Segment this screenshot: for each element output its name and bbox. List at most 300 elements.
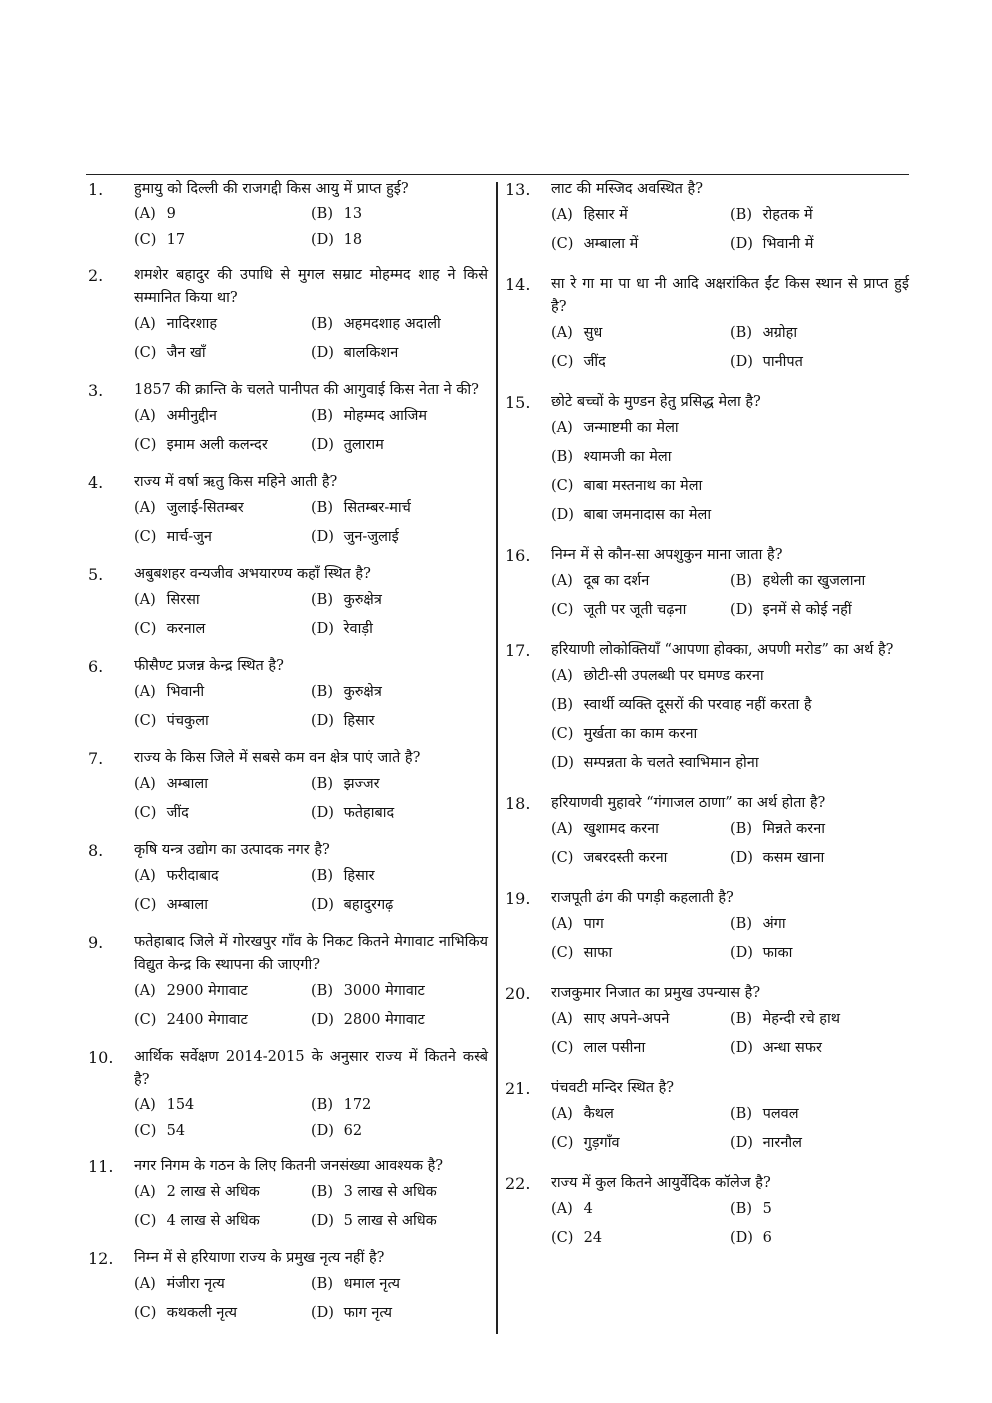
option-text: अन्धा सफर (762, 1040, 822, 1056)
option-label: (A) (551, 207, 573, 223)
option-label: (D) (730, 354, 753, 370)
options (551, 1100, 909, 1158)
option-a (134, 770, 311, 799)
option-a (134, 402, 311, 431)
question-16 (505, 544, 909, 625)
option-label: (A) (134, 408, 156, 424)
option-label: (A) (134, 500, 156, 516)
option-b (311, 310, 488, 339)
option-label: (D) (311, 232, 334, 248)
question-number: 8. (88, 841, 104, 860)
question-text: हरियाणवी मुहावरे “गंगाजल ठाणा” का अर्थ होता है? (551, 795, 826, 811)
question-header (505, 639, 909, 662)
option-c (551, 844, 730, 873)
option-label: (C) (551, 1040, 574, 1056)
option-label: (A) (134, 983, 156, 999)
options (134, 1092, 488, 1144)
option-text: 18 (343, 232, 363, 248)
option-text: 2 लाख से अधिक (166, 1184, 260, 1200)
option-text: जींद (166, 805, 189, 821)
option-text: मार्च-जुन (166, 529, 212, 545)
option-text: जैन खाँ (166, 345, 206, 361)
option-text: अंगा (762, 916, 786, 932)
question-14 (505, 273, 909, 377)
option-label: (D) (311, 529, 334, 545)
option-text: हिसार (343, 713, 375, 729)
option-c (134, 1006, 311, 1035)
options (134, 770, 488, 828)
option-label: (A) (134, 316, 156, 332)
option-d (730, 1129, 909, 1158)
option-b (730, 815, 909, 844)
column-divider (496, 182, 498, 1334)
option-b (311, 402, 488, 431)
option-text: लाल पसीना (583, 1040, 646, 1056)
option-a (134, 586, 311, 615)
option-label: (D) (551, 755, 574, 771)
option-text: गुड़गाँव (583, 1135, 620, 1151)
option-text: हथेली का खुजलाना (762, 573, 866, 589)
option-text: 154 (166, 1097, 195, 1113)
question-number: 9. (88, 933, 104, 952)
option-d (311, 799, 488, 828)
question-text: राजकुमार निजात का प्रमुख उपन्यास है? (551, 985, 761, 1001)
option-label: (D) (730, 850, 753, 866)
option-text: 62 (343, 1123, 363, 1139)
option-c (134, 523, 311, 552)
option-label: (B) (311, 592, 333, 608)
question-header (88, 1155, 488, 1178)
option-c (551, 348, 730, 377)
option-c (134, 615, 311, 644)
option-text: फाका (762, 945, 793, 961)
option-text: 24 (583, 1230, 603, 1246)
option-d (311, 707, 488, 736)
option-label: (B) (551, 697, 573, 713)
option-label: (D) (311, 1213, 334, 1229)
option-a (134, 977, 311, 1006)
question-number: 22. (505, 1174, 531, 1193)
question-header (505, 391, 909, 414)
option-b (730, 1005, 909, 1034)
option-label: (D) (311, 1012, 334, 1028)
option-label: (C) (134, 1305, 157, 1321)
option-label: (B) (311, 1184, 333, 1200)
option-label: (B) (730, 325, 752, 341)
question-5 (88, 563, 488, 644)
option-label: (D) (730, 1135, 753, 1151)
question-header (505, 1172, 909, 1195)
option-text: बहादुरगढ़ (343, 897, 394, 913)
option-text: 6 (762, 1230, 772, 1246)
option-text: रोहतक में (762, 207, 813, 223)
option-text: भिवानी (166, 684, 205, 700)
option-a (551, 414, 909, 443)
question-header (505, 887, 909, 910)
option-label: (A) (134, 592, 156, 608)
option-a (134, 862, 311, 891)
option-text: 2400 मेगावाट (166, 1012, 248, 1028)
question-number: 18. (505, 794, 531, 813)
option-b (311, 201, 488, 227)
question-3 (88, 379, 488, 460)
question-text: अबुबशहर वन्यजीव अभयारण्य कहाँ स्थित है? (134, 566, 371, 582)
options (134, 310, 488, 368)
option-text: 54 (166, 1123, 186, 1139)
option-text: बाबा मस्तनाथ का मेला (583, 478, 703, 494)
question-header (505, 982, 909, 1005)
question-19 (505, 887, 909, 968)
question-text: राज्य के किस जिले में सबसे कम वन क्षेत्र पाएं जाते है? (134, 750, 421, 766)
option-text: कुरुक्षेत्र (343, 684, 382, 700)
option-text: जुलाई-सितम्बर (166, 500, 244, 516)
option-a (551, 201, 730, 230)
option-a (134, 494, 311, 523)
options (134, 494, 488, 552)
option-text: मंजीरा नृत्य (166, 1276, 225, 1292)
option-label: (A) (551, 573, 573, 589)
option-text: 3000 मेगावाट (343, 983, 425, 999)
question-text: 1857 की क्रान्ति के चलते पानीपत की आगुवाई किस नेता ने की? (134, 382, 479, 398)
question-21 (505, 1077, 909, 1158)
option-d (311, 339, 488, 368)
option-text: फतेहाबाद (343, 805, 395, 821)
question-text: हरियाणी लोकोक्तियाँ “आपणा होक्का, अपणी मरोड” का अर्थ है? (551, 642, 894, 658)
option-label: (C) (134, 345, 157, 361)
question-text: निम्न में से कौन-सा अपशुकुन माना जाता है? (551, 547, 783, 563)
option-label: (B) (311, 776, 333, 792)
option-text: 172 (343, 1097, 372, 1113)
option-a (134, 1270, 311, 1299)
option-b (730, 1195, 909, 1224)
option-label: (B) (311, 316, 333, 332)
top-rule (86, 174, 909, 175)
question-header (88, 747, 488, 770)
option-label: (C) (134, 1123, 157, 1139)
option-c (551, 230, 730, 259)
question-number: 20. (505, 984, 531, 1003)
question-17 (505, 639, 909, 778)
option-b (311, 1092, 488, 1118)
option-a (134, 310, 311, 339)
option-text: मिन्नते करना (762, 821, 826, 837)
question-number: 7. (88, 749, 104, 768)
option-label: (B) (730, 1106, 752, 1122)
option-label: (B) (730, 573, 752, 589)
question-6 (88, 655, 488, 736)
options (551, 910, 909, 968)
option-text: मोहम्मद आजिम (343, 408, 428, 424)
option-text: मेहन्दी रचे हाथ (762, 1011, 840, 1027)
question-header (88, 178, 488, 201)
question-22 (505, 1172, 909, 1253)
question-text: फीसैण्ट प्रजन्न केन्द्र स्थित है? (134, 658, 284, 674)
option-b (311, 586, 488, 615)
option-label: (B) (311, 983, 333, 999)
option-b (311, 678, 488, 707)
option-b (311, 1270, 488, 1299)
option-label: (D) (730, 945, 753, 961)
option-label: (B) (311, 1097, 333, 1113)
question-text: राज्य में वर्षा ऋतु किस महिने आती है? (134, 474, 338, 490)
option-text: धमाल नृत्य (343, 1276, 401, 1292)
question-text: राज्य में कुल कितने आयुर्वेदिक कॉलेज है? (551, 1175, 771, 1191)
option-label: (A) (134, 1276, 156, 1292)
question-header (88, 839, 488, 862)
option-label: (D) (730, 236, 753, 252)
option-b (311, 770, 488, 799)
option-label: (B) (311, 408, 333, 424)
question-number: 19. (505, 889, 531, 908)
option-text: अम्बाला (166, 897, 209, 913)
option-b (311, 1178, 488, 1207)
option-c (134, 799, 311, 828)
option-text: पानीपत (762, 354, 803, 370)
question-header (88, 563, 488, 586)
option-text: सितम्बर-मार्च (343, 500, 411, 516)
options (551, 662, 909, 778)
option-label: (A) (551, 668, 573, 684)
option-b (311, 977, 488, 1006)
option-label: (D) (311, 437, 334, 453)
option-text: जबरदस्ती करना (583, 850, 668, 866)
options (551, 201, 909, 259)
option-a (551, 910, 730, 939)
options (551, 567, 909, 625)
options (551, 815, 909, 873)
question-8 (88, 839, 488, 920)
option-d (311, 615, 488, 644)
question-number: 12. (88, 1249, 114, 1268)
option-text: इनमें से कोई नहीं (762, 602, 852, 618)
option-text: बालकिशन (343, 345, 399, 361)
question-text: निम्न में से हरियाणा राज्य के प्रमुख नृत्य नहीं है? (134, 1250, 385, 1266)
option-label: (D) (311, 345, 334, 361)
option-d (311, 1118, 488, 1144)
option-text: अम्बाला (166, 776, 209, 792)
option-d (730, 1224, 909, 1253)
option-a (134, 678, 311, 707)
option-c (134, 1299, 311, 1328)
option-label: (B) (730, 916, 752, 932)
question-header (88, 264, 488, 310)
option-text: 2800 मेगावाट (343, 1012, 425, 1028)
question-12 (88, 1247, 488, 1328)
option-d (551, 749, 909, 778)
option-b (311, 862, 488, 891)
option-label: (C) (551, 602, 574, 618)
option-text: जींद (583, 354, 606, 370)
option-text: पंचकुला (166, 713, 209, 729)
question-number: 14. (505, 275, 531, 294)
option-c (551, 720, 909, 749)
option-text: झज्जर (343, 776, 380, 792)
question-number: 2. (88, 266, 104, 285)
question-20 (505, 982, 909, 1063)
option-text: सुध (583, 325, 603, 341)
option-text: दूब का दर्शन (583, 573, 650, 589)
question-number: 21. (505, 1079, 531, 1098)
option-c (134, 339, 311, 368)
question-header (88, 379, 488, 402)
option-text: फरीदाबाद (166, 868, 219, 884)
options (134, 402, 488, 460)
option-text: 5 लाख से अधिक (343, 1213, 437, 1229)
question-text: राजपूती ढंग की पगड़ी कहलाती है? (551, 890, 734, 906)
option-b (730, 319, 909, 348)
option-label: (A) (134, 776, 156, 792)
option-c (134, 227, 311, 253)
option-text: नादिरशाह (166, 316, 218, 332)
option-label: (B) (730, 1201, 752, 1217)
option-b (730, 567, 909, 596)
option-label: (C) (551, 354, 574, 370)
option-d (311, 1299, 488, 1328)
option-c (551, 1224, 730, 1253)
question-number: 13. (505, 180, 531, 199)
option-label: (B) (311, 868, 333, 884)
option-d (311, 523, 488, 552)
option-label: (D) (311, 897, 334, 913)
option-c (551, 472, 909, 501)
options (134, 977, 488, 1035)
question-number: 11. (88, 1157, 114, 1176)
option-label: (C) (134, 713, 157, 729)
option-text: भिवानी में (762, 236, 814, 252)
option-label: (C) (134, 437, 157, 453)
question-18 (505, 792, 909, 873)
option-text: अहमदशाह अदाली (343, 316, 441, 332)
option-a (134, 1178, 311, 1207)
option-text: पलवल (762, 1106, 799, 1122)
question-number: 10. (88, 1048, 114, 1067)
option-text: जुन-जुलाई (343, 529, 399, 545)
option-text: सिरसा (166, 592, 200, 608)
option-a (551, 815, 730, 844)
option-a (551, 662, 909, 691)
option-label: (C) (551, 945, 574, 961)
option-label: (C) (134, 621, 157, 637)
question-10 (88, 1046, 488, 1144)
option-d (730, 844, 909, 873)
question-number: 4. (88, 473, 104, 492)
option-text: साए अपने-अपने (583, 1011, 670, 1027)
question-11 (88, 1155, 488, 1236)
option-c (551, 1034, 730, 1063)
option-label: (D) (551, 507, 574, 523)
option-text: अमीनुद्दीन (166, 408, 217, 424)
question-text: कृषि यन्त्र उद्योग का उत्पादक नगर है? (134, 842, 330, 858)
question-number: 16. (505, 546, 531, 565)
question-text: आर्थिक सर्वेक्षण 2014-2015 के अनुसार राज्य में कितने कस्बे है? (134, 1049, 488, 1088)
option-text: खुशामद करना (583, 821, 659, 837)
option-label: (B) (730, 207, 752, 223)
option-text: करनाल (166, 621, 206, 637)
option-d (311, 891, 488, 920)
options (134, 678, 488, 736)
option-label: (A) (134, 868, 156, 884)
question-header (88, 1046, 488, 1092)
option-text: 17 (166, 232, 186, 248)
option-text: 9 (166, 206, 176, 222)
option-label: (A) (134, 1184, 156, 1200)
option-a (551, 567, 730, 596)
option-label: (C) (551, 478, 574, 494)
options (551, 414, 909, 530)
options (551, 1195, 909, 1253)
option-label: (A) (551, 916, 573, 932)
option-text: कुरुक्षेत्र (343, 592, 382, 608)
option-d (730, 1034, 909, 1063)
option-d (311, 227, 488, 253)
question-header (505, 544, 909, 567)
options (551, 319, 909, 377)
option-text: मुर्खता का काम करना (583, 726, 698, 742)
option-label: (A) (551, 1201, 573, 1217)
option-text: 2900 मेगावाट (166, 983, 248, 999)
option-label: (C) (134, 1012, 157, 1028)
option-label: (C) (551, 850, 574, 866)
option-a (134, 201, 311, 227)
option-label: (D) (730, 1040, 753, 1056)
question-4 (88, 471, 488, 552)
option-text: इमाम अली कलन्दर (166, 437, 268, 453)
option-a (551, 1195, 730, 1224)
option-label: (A) (551, 1106, 573, 1122)
option-text: 5 (762, 1201, 772, 1217)
question-header (88, 471, 488, 494)
option-d (311, 1207, 488, 1236)
option-text: 13 (343, 206, 363, 222)
option-label: (C) (551, 726, 574, 742)
option-text: जन्माष्टमी का मेला (583, 420, 679, 436)
option-label: (C) (134, 897, 157, 913)
option-text: जूती पर जूती चढ़ना (583, 602, 687, 618)
option-text: फाग नृत्य (343, 1305, 392, 1321)
option-label: (B) (311, 684, 333, 700)
option-text: 3 लाख से अधिक (343, 1184, 437, 1200)
question-number: 3. (88, 381, 104, 400)
option-text: पाग (583, 916, 604, 932)
option-label: (C) (134, 805, 157, 821)
question-7 (88, 747, 488, 828)
option-label: (C) (134, 1213, 157, 1229)
option-text: साफा (583, 945, 613, 961)
option-label: (B) (311, 500, 333, 516)
option-b (551, 443, 909, 472)
option-text: रेवाड़ी (343, 621, 373, 637)
option-c (134, 891, 311, 920)
left-column (88, 178, 488, 1328)
option-b (730, 1100, 909, 1129)
option-d (730, 596, 909, 625)
option-a (134, 1092, 311, 1118)
options (134, 586, 488, 644)
question-header (505, 178, 909, 201)
option-label: (A) (134, 206, 156, 222)
right-column (505, 178, 909, 1253)
question-header (88, 655, 488, 678)
option-d (551, 501, 909, 530)
option-label: (B) (311, 1276, 333, 1292)
option-c (551, 939, 730, 968)
question-15 (505, 391, 909, 530)
question-text: सा रे गा मा पा धा नी आदि अक्षरांकित ईंट किस स्थान से प्राप्त हुई है? (551, 276, 909, 315)
option-label: (B) (730, 821, 752, 837)
option-label: (D) (311, 1123, 334, 1139)
option-text: सम्पन्नता के चलते स्वाभिमान होना (583, 755, 759, 771)
option-label: (B) (730, 1011, 752, 1027)
